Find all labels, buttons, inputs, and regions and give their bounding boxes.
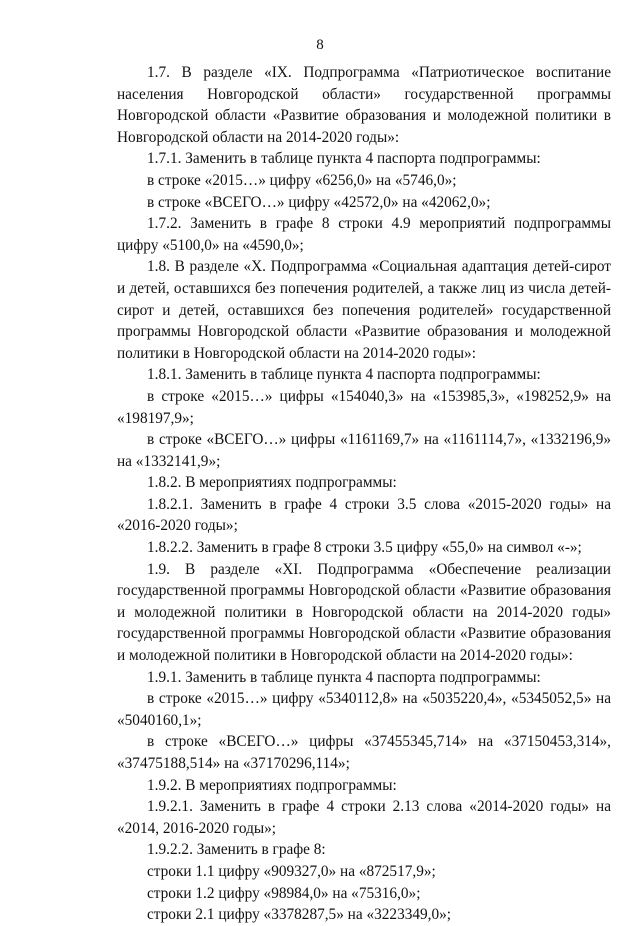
paragraph-row-2-1: строки 2.1 цифру «3378287,5» на «3223349,0»;	[147, 906, 452, 924]
document-body	[117, 62, 611, 926]
paragraph-1-9-1: 1.9.1. Заменить в таблице пункта 4 паспорта подпрограммы:	[147, 668, 541, 686]
paragraph-1-7-1: 1.7.1. Заменить в таблице пункта 4 паспорта подпрограммы:	[147, 150, 541, 168]
paragraph-1-9: 1.9. В разделе «XI. Подпрограмма «Обеспечение реализации государственной программы Новгородской области «Развитие образования и молодежной политики в Новгородской области на 2014-2020 годы» государственной программы Новгородской области «Развитие образования и молодежной политики в Новгородской области на 2014-2020 годы»:	[117, 560, 611, 665]
paragraph-1-8: 1.8. В разделе «X. Подпрограмма «Социальная адаптация детей-сирот и детей, оставшихся без попечения родителей, а также лиц из числа детей-сирот и детей, оставшихся без попечения родителей» государственной программы Новгородской области «Развитие образования и молодежной политики в Новгородской области на 2014-2020 годы»:	[117, 258, 611, 362]
paragraph-1-7-1-row-2015: в строке «2015…» цифру «6256,0» на «5746,0»;	[147, 171, 457, 189]
paragraph-1-9-2-1: 1.9.2.1. Заменить в графе 4 строки 2.13 слова «2014-2020 годы» на «2014, 2016-2020 годы»;	[117, 798, 611, 837]
paragraph-1-8-2-2: 1.8.2.2. Заменить в графе 8 строки 3.5 цифру «55,0» на символ «-»;	[147, 539, 582, 557]
paragraph-1-7: 1.7. В разделе «IX. Подпрограмма «Патриотическое воспитание населения Новгородской области» государственной программы Новгородской области «Развитие образования и молодежной политики в Новгородской области на 2014-2020 годы»:	[117, 64, 611, 146]
paragraph-1-8-1-row-2015: в строке «2015…» цифры «154040,3» на «153985,3», «198252,9» на «198197,9»;	[117, 387, 611, 427]
page-number: 8	[316, 37, 324, 53]
paragraph-1-7-1-row-total: в строке «ВСЕГО…» цифру «42572,0» на «42062,0»;	[147, 193, 491, 211]
paragraph-1-8-2-1: 1.8.2.1. Заменить в графе 4 строки 3.5 слова «2015-2020 годы» на «2016-2020 годы»;	[117, 495, 611, 535]
paragraph-1-8-1-row-total: в строке «ВСЕГО…» цифры «1161169,7» на «1161114,7», «1332196,9» на «1332141,9»;	[117, 431, 611, 470]
paragraph-row-1-2: строки 1.2 цифру «98984,0» на «75316,0»;	[147, 884, 421, 902]
paragraph-1-9-1-row-total: в строке «ВСЕГО…» цифры «37455345,714» на «37150453,314», «37475188,514» на «37170296,114»;	[117, 733, 611, 772]
paragraph-1-8-1: 1.8.1. Заменить в таблице пункта 4 паспорта подпрограммы:	[147, 366, 541, 384]
paragraph-row-1-1: строки 1.1 цифру «909327,0» на «872517,9»;	[147, 862, 436, 880]
paragraph-1-9-1-row-2015: в строке «2015…» цифру «5340112,8» на «5035220,4», «5345052,5» на «5040160,1»;	[117, 690, 611, 729]
paragraph-1-9-2: 1.9.2. В мероприятиях подпрограммы:	[147, 776, 397, 794]
paragraph-1-9-2-2: 1.9.2.2. Заменить в графе 8:	[147, 841, 326, 859]
paragraph-1-7-2: 1.7.2. Заменить в графе 8 строки 4.9 мероприятий подпрограммы цифру «5100,0» на «4590,0»;	[117, 215, 611, 254]
paragraph-1-8-2: 1.8.2. В мероприятиях подпрограммы:	[147, 474, 397, 492]
